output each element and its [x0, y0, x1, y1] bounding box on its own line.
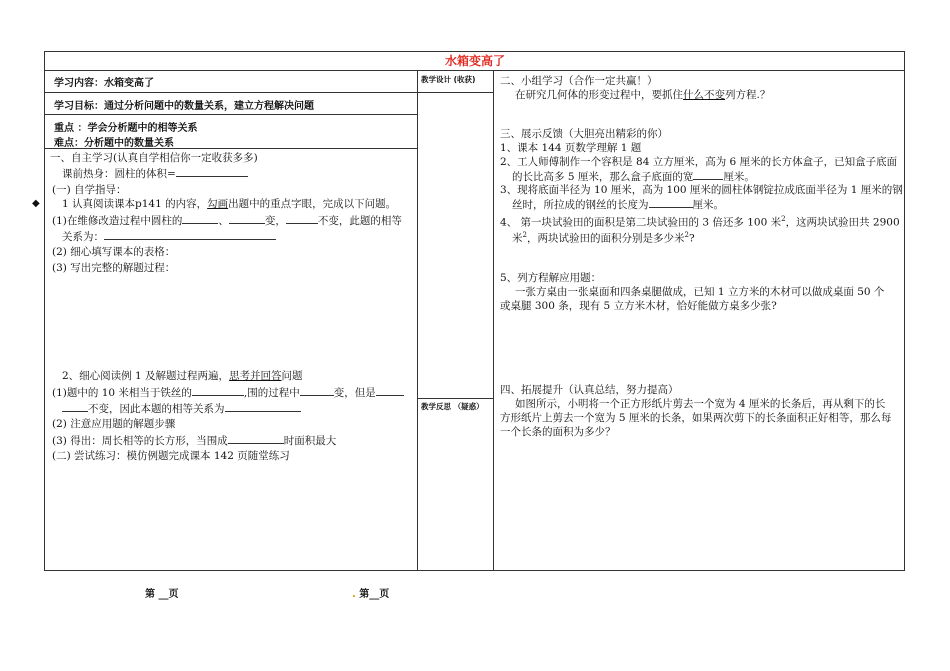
q1-text: (1)在维修改造过程中圆柱的 [52, 215, 183, 227]
problem-2-blank [693, 169, 723, 180]
r3-text-end: 时面积最大 [283, 435, 337, 447]
step1-text-end: 出题中的重点字眼，完成以下问题。 [228, 198, 397, 210]
problem-2-line-2 [512, 169, 755, 184]
r1-text-2: ,围的过程中 [243, 387, 300, 399]
group-study-text-a: 在研究几何体的形变过程中，要抓住 [515, 89, 683, 101]
problem-4-qmark: ? [688, 232, 695, 245]
q1-text-3: 不变，此题的相等 [317, 215, 402, 227]
section-feedback: 三、展示反馈（大胆亮出精彩的你） [500, 128, 668, 140]
section-extension: 四、拓展提升（认真总结，努力提高） [500, 384, 679, 396]
key-point: 重点 ：学会分析题中的相等关系 [54, 123, 198, 134]
problem-4-text-4: ，两块试验田的面积分别是多少米 [526, 232, 685, 245]
q1-relation-text: 关系为： [62, 231, 104, 243]
problem-4-text-2: ，这两块试验田共 2900 [785, 216, 900, 229]
title-divider [44, 70, 905, 71]
extension-line-3: 一个长条的面积为多少？ [500, 426, 616, 438]
teaching-reflection-label: 教学反思 （疑惑） [421, 402, 484, 411]
q1-blank-1 [182, 213, 218, 224]
problem-3-line-1: 3、现将底面半径为 10 厘米，高为 100 厘米的圆柱体钢锭拉成底面半径为 1 厘米的钢 [500, 184, 903, 196]
problem-4-text: 4、 第一块试验田的面积是第二块试验田的 3 倍还多 100 米 [500, 216, 782, 229]
row-divider [44, 114, 417, 115]
r1-blank-4 [62, 401, 88, 412]
row-divider [44, 92, 493, 93]
page-number-left: 第 __页 [145, 589, 179, 600]
extension-line-2: 方形纸片上剪去一个宽为 5 厘米的长条，如果两次剪下的长条面积正好相等，那么每 [500, 412, 892, 424]
step2-text: 2、细心阅读例 1 及解题过程两遍， [62, 370, 230, 382]
problem-4-line-1 [500, 212, 900, 230]
problem-5-title: 5、列方程解应用题： [500, 272, 602, 284]
group-study-underlined: 什么不变 [683, 89, 725, 101]
bullet-diamond-icon: ◆ [32, 198, 40, 209]
r1-blank-1 [192, 385, 244, 396]
learning-goal: 学习目标：通过分析问题中的数量关系，建立方程解决问题 [54, 101, 314, 112]
page-marker-dot: . [352, 589, 356, 600]
step1-text: 1 认真阅读课本p141 的内容， [62, 198, 208, 210]
trial-practice-line: (二) 尝试练习：模仿例题完成课本 142 页随堂练习 [52, 450, 290, 462]
section-self-study: 一、自主学习(认真自学相信你一定收获多多) [50, 152, 258, 164]
problem-4-text-3: 米 [512, 232, 523, 245]
q2-line: (2) 细心填写课本的表格： [52, 246, 176, 258]
step1-underlined: 勾画 [207, 198, 229, 210]
step1-line [62, 197, 396, 211]
q3-line: (3) 写出完整的解题过程： [52, 262, 176, 274]
page-title: 水箱变高了 [444, 54, 505, 68]
q1-relation-line [62, 229, 276, 244]
step2-underlined: 思考并回答 [229, 370, 282, 382]
warmup-blank [176, 166, 248, 177]
r3-text: (3) 得出：周长相等的长方形，当围成 [52, 435, 228, 447]
q1-text-2: 变， [264, 215, 286, 227]
problem-1: 1、课本 144 页数学理解 1 题 [500, 142, 642, 154]
step2-line [62, 369, 303, 383]
problem-2-line-1: 2、工人师傅制作一个容积是 84 立方厘米，高为 6 厘米的长方体盒子，已知盒子底面 [500, 156, 898, 168]
row-divider [417, 398, 493, 399]
superscript: 2 [684, 231, 689, 239]
problem-3-line-2 [512, 197, 724, 212]
learning-content: 学习内容：水箱变高了 [54, 78, 154, 89]
warmup-line [62, 166, 248, 181]
superscript: 2 [522, 231, 527, 239]
r1-blank-5 [225, 401, 301, 412]
column-divider-left [417, 71, 418, 571]
q1-blank-3 [286, 213, 318, 224]
teaching-design-label: 教学设计 (收获) [421, 75, 476, 84]
page-number-right: 第__页 [359, 589, 390, 600]
problem-4-line-2 [512, 228, 695, 246]
problem-3-text: 丝时，所拉成的钢丝的长度为 [512, 199, 649, 211]
warmup-text: 课前热身：圆柱的体积= [62, 168, 176, 180]
column-divider-right [493, 71, 494, 571]
q1-relation-blank [104, 229, 276, 240]
q1-blank-2 [229, 213, 265, 224]
problem-5-line-1: 一张方桌由一张桌面和四条桌腿做成，已知 1 立方米的木材可以做成桌面 50 个 [515, 286, 885, 298]
r2-line: (2) 注意应用题的解题步骤 [52, 418, 176, 430]
group-study-text-c: 列方程.？ [725, 89, 771, 101]
r1-line [52, 385, 404, 400]
r1-text-3: 变，但是 [333, 387, 376, 399]
self-study-guide: (一) 自学指导： [52, 184, 127, 196]
r3-line [52, 433, 336, 448]
r1-text-4: 不变，因此本题的相等关系为 [88, 403, 225, 415]
extension-line-1: 如图所示，小明将一个正方形纸片剪去一个宽为 4 厘米的长条后，再从剩下的长 [515, 398, 886, 410]
difficulty: 难点：分析题中的数量关系 [54, 138, 174, 149]
problem-2-unit: 厘米。 [723, 171, 755, 183]
r1-blank-2 [300, 385, 334, 396]
problem-3-unit: 厘米。 [692, 199, 724, 211]
page-number-right-wrap [352, 585, 389, 600]
problem-2-text: 的长比高多 5 厘米，那么盒子底面的宽 [512, 171, 694, 183]
q1-sep: 、 [218, 215, 229, 227]
group-study-text [515, 88, 770, 102]
step2-text-end: 问题 [281, 370, 303, 382]
problem-5-line-2: 或桌腿 300 条，现有 5 立方米木材，恰好能做方桌多少张? [500, 300, 777, 312]
section-group-study: 二、小组学习（合作一定共赢！） [500, 75, 658, 87]
q1-line [52, 213, 402, 228]
r1-text: (1)题中的 10 米相当于铁丝的 [52, 387, 192, 399]
problem-3-blank [649, 197, 693, 208]
r3-blank [228, 433, 284, 444]
r1-continue-line [62, 401, 301, 416]
superscript: 2 [781, 215, 786, 223]
r1-blank-3 [376, 385, 404, 396]
